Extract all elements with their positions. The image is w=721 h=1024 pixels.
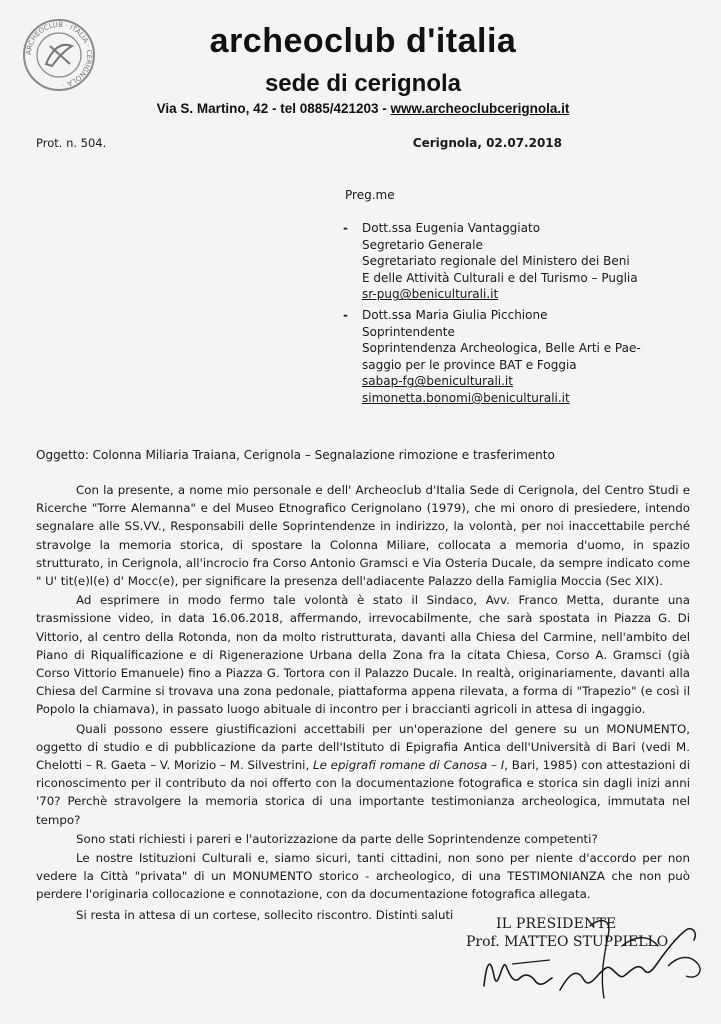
- org-address-line: [120, 101, 606, 116]
- recipient-2: [343, 307, 673, 407]
- body-paragraph: Con la presente, a nome mio personale e dell' Archeoclub d'Italia Sede di Cerignola, del Centro Studi e Ricerche "Torre Alemanna" e del Museo Etnografico Cerignolano (1979), che mi onoro di presiedere, intendo segnalare alle SS.VV., Responsabili delle Soprintendenze in indirizzo, la volontà, per noi inaccettabile perché stravolge la memoria storica, di spostare la Colonna Miliare, collocata a memoria d'uomo, in spazio strutturato, in Cerignola, all'incrocio fra Corso Antonio Gramsci e Via Osteria Ducale, da sempre indicato come " U' tit(e)l(e) d' Mocc(e), per significare la presenza dell'adiacente Palazzo della Famiglia Moccia (Sec XIX).: [36, 483, 690, 589]
- recipient-line: Soprintendente: [362, 324, 455, 339]
- org-name: archeoclub d'italia: [209, 22, 517, 60]
- signatory-title: IL PRESIDENTE: [496, 916, 617, 932]
- recipient-line: saggio per le province BAT e Foggia: [362, 357, 577, 372]
- archeoclub-logo: [22, 18, 96, 92]
- recipient-email-link[interactable]: simonetta.bonomi@beniculturali.it: [362, 390, 570, 405]
- body-paragraph: Le nostre Istituzioni Culturali e, siamo sicuri, tanti cittadini, non sono per niente d'accordo per non vedere la Città "privata" di un MONUMENTO storico - archeologico, di una TESTIMONIANZA che non può perdere l'originaria collocazione e connotazione, con da documentazione fotografica allegata.: [36, 851, 690, 902]
- recipient-line: Soprintendenza Archeologica, Belle Arti e Pae-: [362, 341, 641, 356]
- recipient-email-link[interactable]: sabap-fg@beniculturali.it: [362, 374, 513, 389]
- recipient-line: Dott.ssa Maria Giulia Picchione: [362, 307, 548, 322]
- signatory-name: Prof. MATTEO STUPPIELLO: [466, 934, 669, 950]
- recipient-1: [343, 220, 673, 303]
- body-paragraph: Sono stati richiesti i pareri e l'autorizzazione da parte delle Soprintendenze competenti?: [76, 831, 598, 846]
- handwritten-signature: [472, 906, 712, 1014]
- body-paragraph: [36, 720, 690, 829]
- recipient-line: Dott.ssa Eugenia Vantaggiato: [362, 221, 541, 235]
- salutation: Preg.me: [345, 188, 395, 202]
- recipient-line: Segretariato regionale del Ministero dei Beni: [362, 254, 630, 269]
- bullet-dash: -: [343, 221, 348, 235]
- svg-text:ARCHEOCLUB · ITALIA · CERIGNOL: ARCHEOCLUB · ITALIA · CERIGNOLA ·: [24, 20, 94, 89]
- org-seat: sede di cerignola: [264, 70, 462, 97]
- subject-line: Oggetto: Colonna Miliaria Traiana, Cerignola – Segnalazione rimozione e trasferimento: [36, 448, 555, 462]
- recipient-email-link[interactable]: sr-pug@beniculturali.it: [362, 287, 499, 302]
- closing-line: Si resta in attesa di un cortese, sollecito riscontro. Distinti saluti: [76, 908, 454, 922]
- recipient-list: [343, 220, 673, 407]
- protocol-number: Prot. n. 504.: [36, 136, 107, 150]
- body-text: Quali possono essere giustificazioni accettabili per un'operazione del genere su un MONUMENTO, oggetto di studio e di pubblicazione da parte dell'Istituto di Epigrafia Antica dell'Università di Bari (vedi M. Chelotti – R. Gaeta – V. Morizio – M. Silvestrini,: [36, 721, 690, 773]
- letter-body: [36, 481, 690, 905]
- body-text: , Bari, 1985) con attestazioni di riconoscimento per il contributo da noi offerto con la documentazione fotografica e storica sin dagli inizi anni '70? Perchè stravolgere la memoria storica di una importante testimonianza archeologica, immutata nel tempo?: [36, 758, 691, 827]
- body-paragraph: Ad esprimere in modo fermo tale volontà è stato il Sindaco, Avv. Franco Metta, durante una trasmissione video, in data 16.06.2018, affermando, irrevocabilmente, che sarà spostata in Piazza G. Di Vittorio, al centro della Rotonda, non da molto ristrutturata, davanti alla Chiesa del Carmine, nell'ambito del Piano di Riqualificazione e di Rigenerazione Urbana della Zona fra la citata Chiesa, Corso A. Gramsci (già Corso Vittorio Emanuele) fino a Piazza G. Tortora con il Palazzo Ducale. In realtà, originariamente, davanti alla Chiesa del Carmine si trovava una zona pedonale, piattaforma appena rilevata, a forma di "Trapezio" (e così il Popolo la chiamava), in passato luogo abituale di incontro per i braccianti agricoli in attesa di ingaggio.: [36, 593, 690, 717]
- publication-title: Le epigrafi romane di Canosa – I: [313, 758, 505, 773]
- org-address: Via S. Martino, 42 - tel 0885/421203 -: [156, 101, 391, 116]
- recipient-line: Segretario Generale: [362, 237, 483, 252]
- recipient-line: E delle Attività Culturali e del Turismo – Puglia: [362, 270, 638, 285]
- org-website-link[interactable]: www.archeoclubcerignola.it: [390, 101, 570, 116]
- place-date: Cerignola, 02.07.2018: [412, 136, 562, 150]
- bullet-dash: -: [343, 307, 348, 322]
